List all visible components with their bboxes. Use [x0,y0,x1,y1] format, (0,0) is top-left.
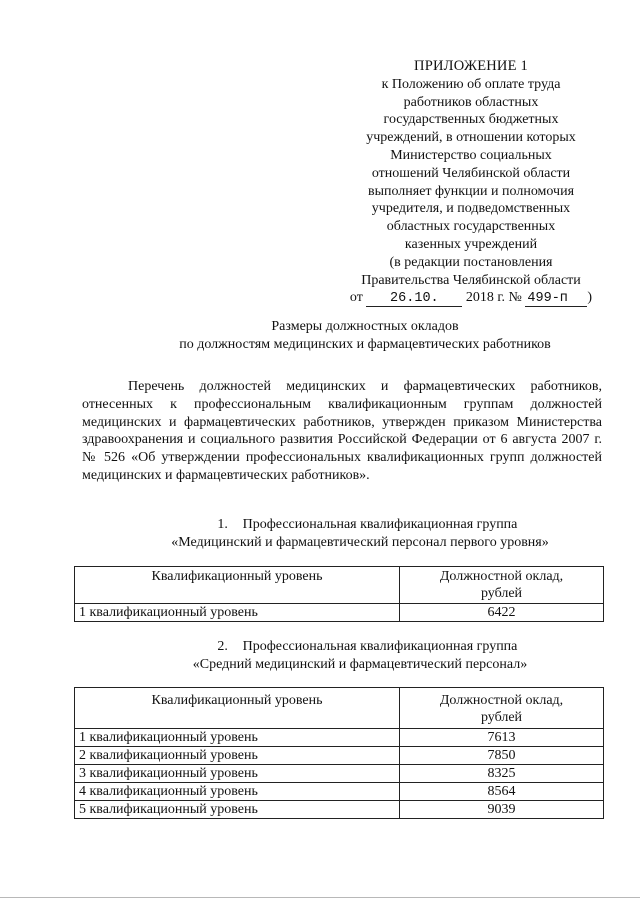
date-prefix: от [349,290,363,306]
resolution-number-field: 499-п [525,291,587,307]
group-heading-line: «Медицинский и фармацевтический персонал первого уровня» [171,534,549,550]
salary-value: 6422 [400,604,604,622]
appendix-line: к Положению об оплате труда [381,76,561,92]
group-heading [120,638,600,674]
group-number: 2. [217,639,228,654]
qualification-level: 1 квалификационный уровень [75,604,400,622]
document-title-line: Размеры должностных окладов [271,319,459,334]
salary-value: 8325 [400,765,604,783]
closing-paren: ) [587,290,593,306]
group-heading [120,516,600,552]
column-header-salary-line: рублей [480,710,523,725]
page-bottom-rule [0,897,640,898]
table-row [75,783,604,801]
salary-value: 8564 [400,783,604,801]
table-header-row [75,567,604,604]
qualification-level: 3 квалификационный уровень [75,765,400,783]
column-header-salary-line: Должностной оклад, [439,693,564,708]
appendix-title: ПРИЛОЖЕНИЕ 1 [414,58,528,74]
salary-table [74,687,604,819]
group-heading-line: Профессиональная квалификационная группа [242,639,518,654]
qualification-level: 4 квалификационный уровень [75,783,400,801]
appendix-line: Министерство социальных [390,147,552,163]
group-heading-line: «Средний медицинский и фармацевтический персонал» [192,656,528,672]
table-row [75,801,604,819]
appendix-line: выполняет функции и полномочия [367,183,575,199]
appendix-date-line [330,289,612,307]
appendix-line: (в редакции постановления [389,254,553,270]
appendix-line: учредителя, и подведомственных [371,201,571,217]
table-row [75,604,604,622]
document-title [150,318,580,354]
column-header-salary [400,688,604,729]
appendix-line: отношений Челябинской области [371,165,571,181]
salary-value: 7613 [400,729,604,747]
group-number: 1. [217,517,228,532]
intro-paragraph: Перечень должностей медицинских и фармацевтических работников, отнесенных к профессиональным квалификационным группам должностей медицинских и фармацевтических работников, утвержден приказом Министерства здравоохранения и социального развития Российской Федерации от 6 августа 2007 г. № 526 «Об утверждении профессиональных квалификационных групп должностей медицинских и фармацевтических работников». [82,379,602,483]
salary-table [74,566,604,622]
appendix-line: учреждений, в отношении которых [366,130,576,146]
qualification-level: 5 квалификационный уровень [75,801,400,819]
salary-value: 7850 [400,747,604,765]
appendix-line: казенных учреждений [404,236,538,252]
salary-value: 9039 [400,801,604,819]
table-row [75,729,604,747]
appendix-header [330,58,612,307]
appendix-line: областных государственных [386,219,556,235]
table-row [75,765,604,783]
document-title-line: по должностям медицинских и фармацевтических работников [179,336,551,352]
qualification-level: 2 квалификационный уровень [75,747,400,765]
table-row [75,747,604,765]
column-header-salary [400,567,604,604]
table-header-row [75,688,604,729]
appendix-line: Правительства Челябинской области [361,272,581,288]
appendix-line: государственных бюджетных [383,112,559,128]
date-field: 26.10. [366,291,462,307]
column-header-salary-line: рублей [480,586,523,601]
column-header-salary-line: Должностной оклад, [439,569,564,584]
appendix-line: работников областных [403,94,539,110]
column-header-level: Квалификационный уровень [75,567,400,604]
qualification-level: 1 квалификационный уровень [75,729,400,747]
column-header-level: Квалификационный уровень [75,688,400,729]
year-text: 2018 г. № [465,290,522,306]
group-heading-line: Профессиональная квалификационная группа [242,517,518,532]
